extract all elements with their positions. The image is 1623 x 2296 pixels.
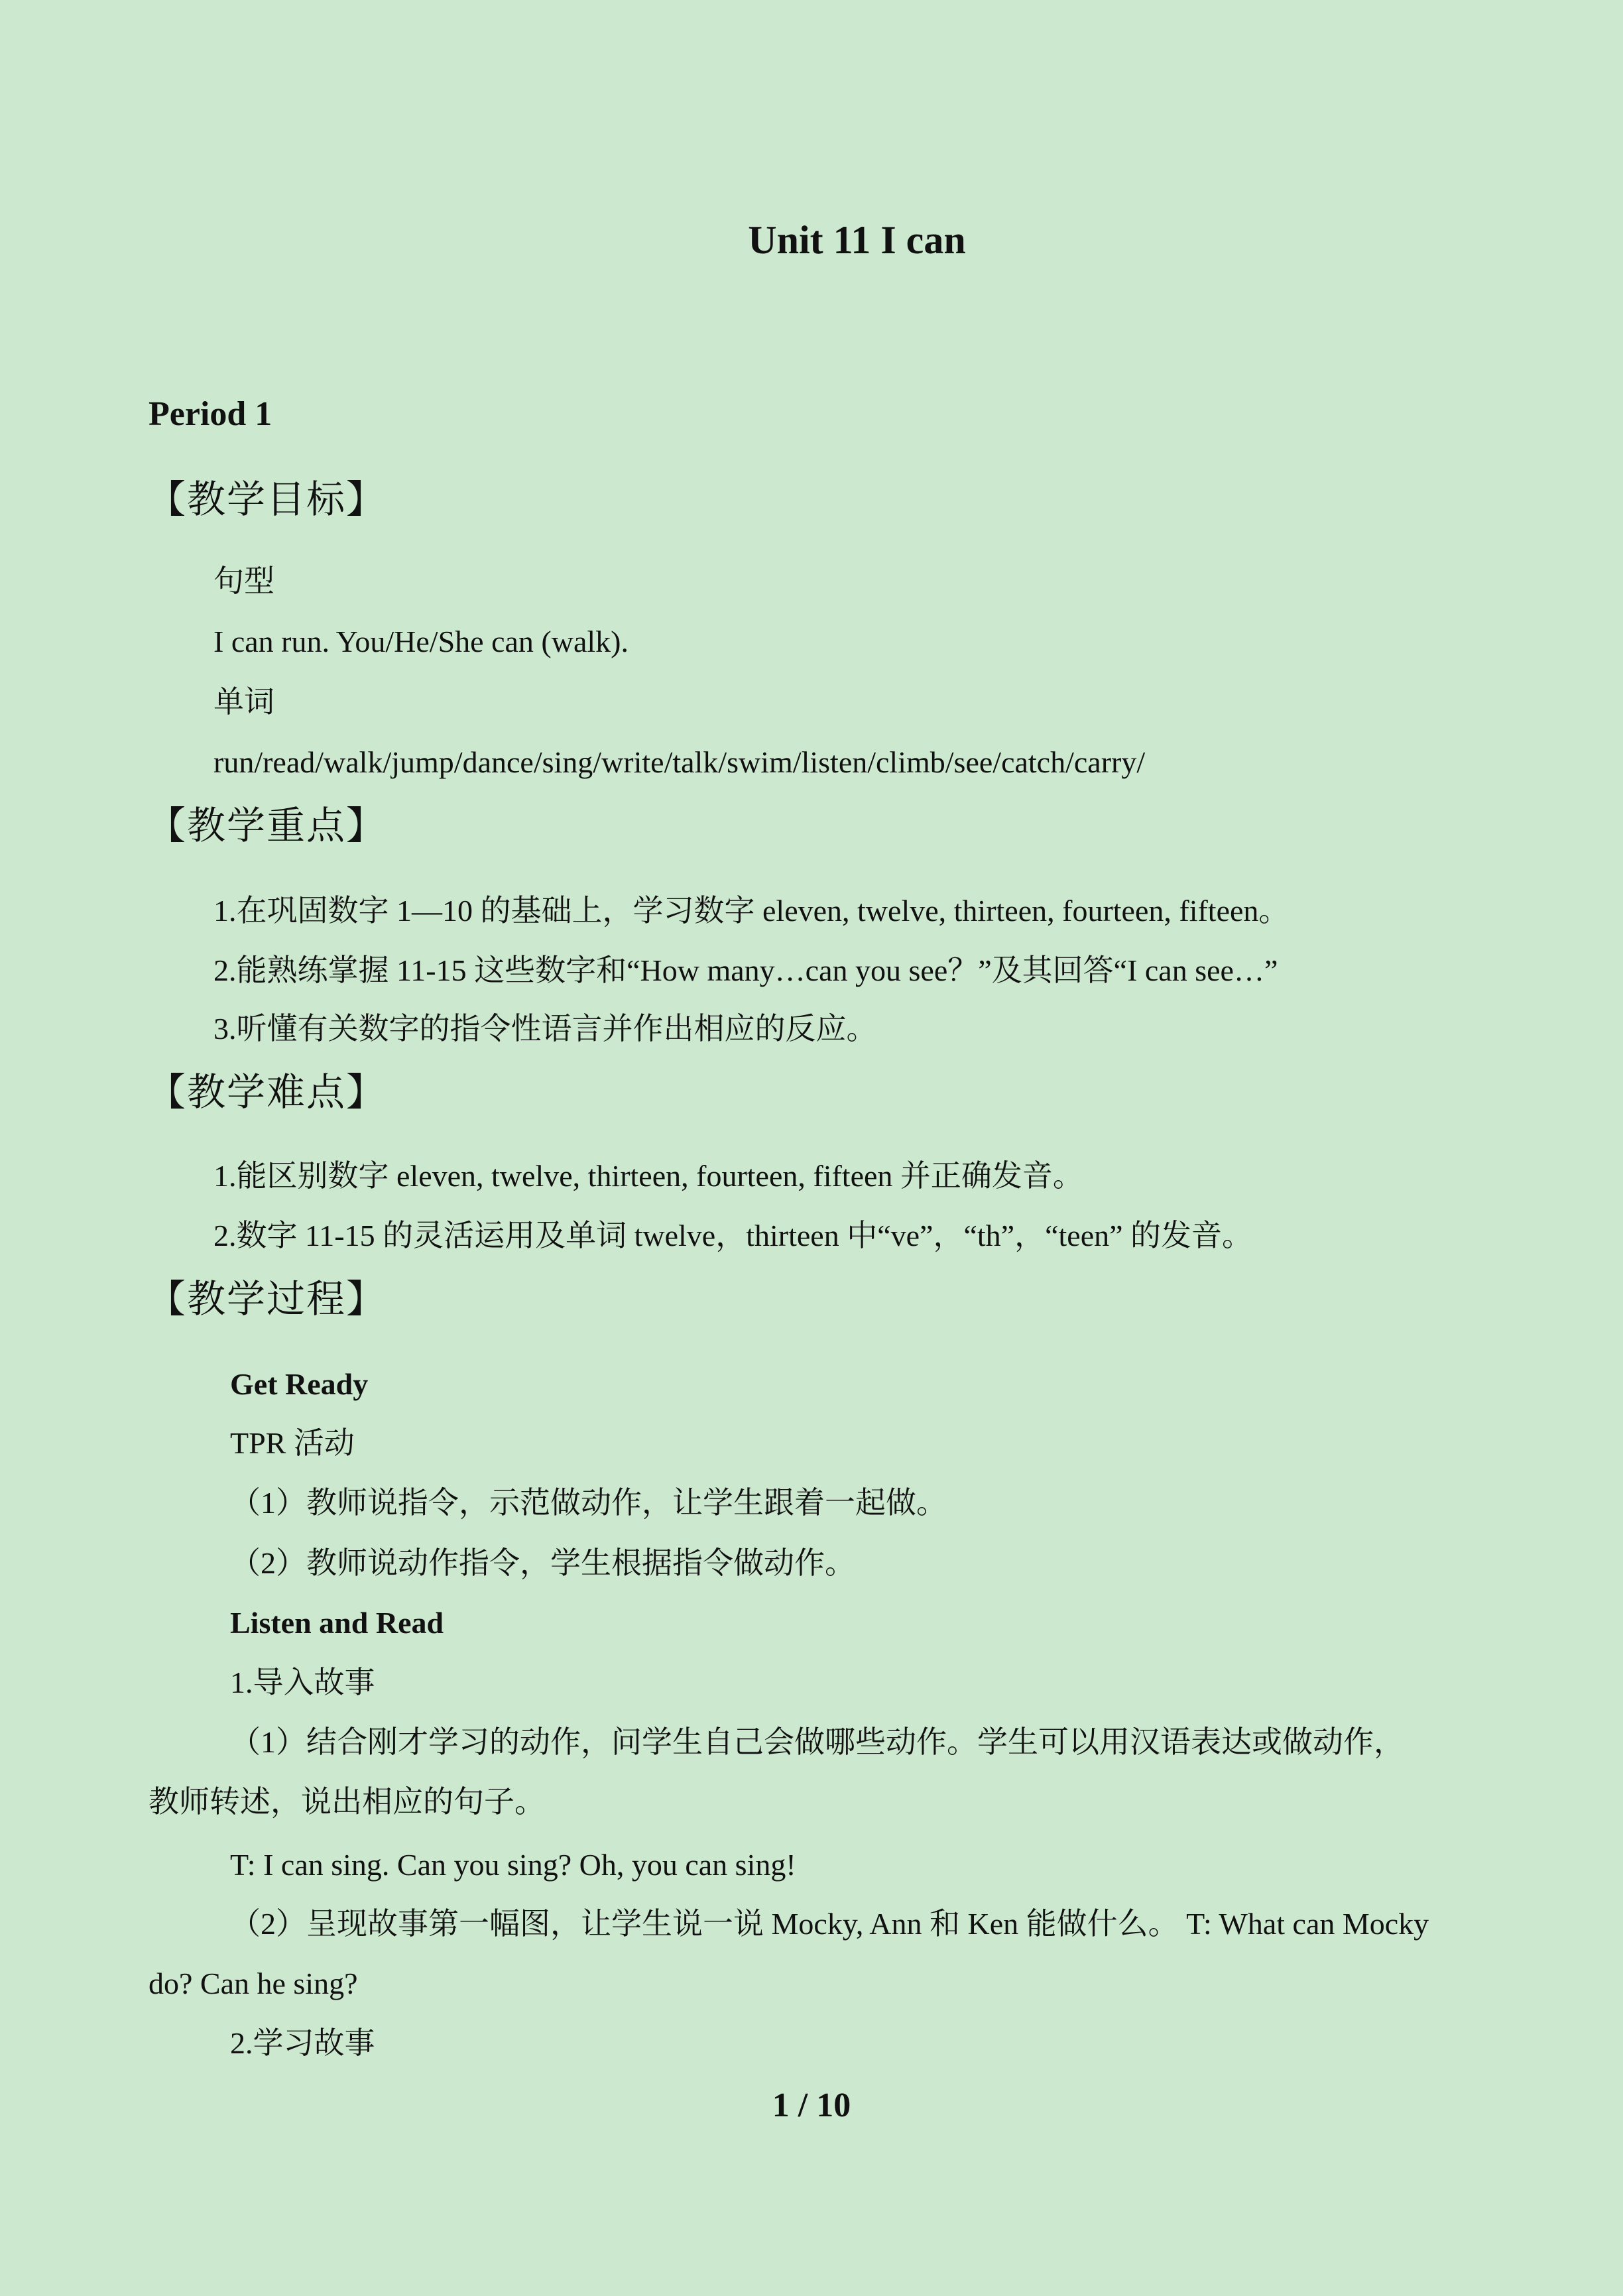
example-dialogue: T: I can sing. Can you sing? Oh, you can sing! (230, 1848, 796, 1882)
key-point-item: 1.在巩固数字 1—10 的基础上，学习数字 eleven, twelve, thirteen, fourteen, fifteen。 (213, 894, 1290, 928)
learn-story: 2.学习故事 (230, 2026, 375, 2060)
difficulty-item: 1.能区别数字 eleven, twelve, thirteen, fourteen, fifteen 并正确发音。 (213, 1159, 1083, 1193)
period-heading: Period 1 (149, 395, 272, 433)
process-step: （2）教师说动作指令，学生根据指令做动作。 (230, 1546, 855, 1580)
difficulty-item: 2.数字 11-15 的灵活运用及单词 twelve，thirteen 中“ve”，“th”，“teen” 的发音。 (213, 1219, 1253, 1252)
sentence-pattern: I can run. You/He/She can (walk). (213, 625, 629, 658)
objectives-heading: 【教学目标】 (147, 478, 387, 521)
intro-paragraph-2-cont: do? Can he sing? (149, 1966, 358, 2000)
intro-paragraph-1-cont: 教师转述，说出相应的句子。 (149, 1785, 545, 1819)
tpr-activity: TPR 活动 (230, 1426, 355, 1460)
page-title: Unit 11 I can (748, 218, 966, 262)
intro-paragraph-2: （2）呈现故事第一幅图，让学生说一说 Mocky, Ann 和 Ken 能做什么。 T: What can Mocky (230, 1907, 1429, 1941)
difficulties-heading: 【教学难点】 (147, 1071, 387, 1114)
words-label: 单词 (213, 685, 274, 719)
page-number: 1 / 10 (772, 2086, 851, 2124)
process-heading: 【教学过程】 (147, 1278, 387, 1321)
intro-paragraph-1: （1）结合刚才学习的动作，问学生自己会做哪些动作。学生可以用汉语表达或做动作， (230, 1725, 1404, 1759)
key-point-item: 3.听懂有关数字的指令性语言并作出相应的反应。 (213, 1012, 877, 1046)
key-point-item: 2.能熟练掌握 11-15 这些数字和“How many…can you see？”及其回答“I can see…” (213, 953, 1278, 987)
listen-read-heading: Listen and Read (230, 1606, 444, 1640)
process-step: （1）教师说指令，示范做动作，让学生跟着一起做。 (230, 1486, 947, 1520)
intro-story: 1.导入故事 (230, 1665, 375, 1699)
sentence-label: 句型 (213, 564, 274, 598)
get-ready-heading: Get Ready (230, 1367, 369, 1401)
key-points-heading: 【教学重点】 (147, 804, 387, 847)
word-list: run/read/walk/jump/dance/sing/write/talk/swim/listen/climb/see/catch/carry/ (213, 745, 1146, 779)
